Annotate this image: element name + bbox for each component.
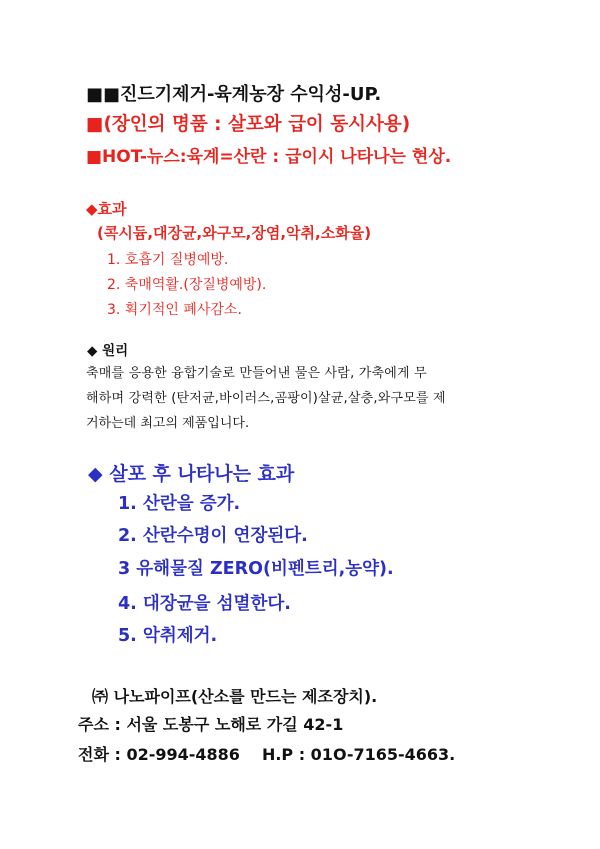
spray-effects-item: 5. 악취제거. xyxy=(118,626,218,646)
company-name: ㈜ 나노파이프(산소를 만드는 제조장치). xyxy=(92,687,378,706)
spray-effects-item: 2. 산란수명이 연장된다. xyxy=(118,526,308,546)
effects-item: 2. 축매역활.(장질병예방). xyxy=(107,277,267,293)
effects-item: 3. 획기적인 폐사감소. xyxy=(107,302,242,318)
spray-effects-item: 4. 대장균을 섬멸한다. xyxy=(118,594,291,614)
document-title: ■■진드기제거-육계농장 수익성-UP. xyxy=(86,84,382,105)
effects-item: 1. 호흡기 질병예방. xyxy=(107,252,229,268)
document-subtitle: ■(장인의 명품 : 살포와 급이 동시사용) xyxy=(86,114,411,135)
principle-text-line: 거하는데 최고의 제품입니다. xyxy=(86,416,250,431)
spray-effects-item: 1. 산란을 증가. xyxy=(118,494,241,514)
principle-text-line: 축매를 응용한 융합기술로 만들어낸 물은 사람, 가축에게 무 xyxy=(86,366,427,381)
address-line: 주소 : 서울 도봉구 노해로 가길 42-1 xyxy=(78,715,344,734)
phone-line xyxy=(78,742,455,765)
phone-number: 전화 : 02-994-4886 xyxy=(78,745,240,764)
principle-text-line: 해하며 강력한 (탄저균,바이러스,곰팡이)살균,살충,와구모를 제 xyxy=(86,391,446,406)
effects-heading: ◆효과 xyxy=(86,200,127,218)
hot-news-line: ■HOT-뉴스:육계=산란 : 급이시 나타나는 현상. xyxy=(86,147,452,167)
effects-subheading: (콕시듐,대장균,와구모,장염,악취,소화율) xyxy=(97,224,372,242)
spray-effects-heading: ◆ 살포 후 나타나는 효과 xyxy=(88,463,295,485)
spray-effects-item: 3 유해물질 ZERO(비펜트리,농약). xyxy=(118,559,394,579)
principle-heading: ◆ 원리 xyxy=(87,343,129,359)
mobile-number: H.P : 01O-7165-4663. xyxy=(261,745,456,764)
